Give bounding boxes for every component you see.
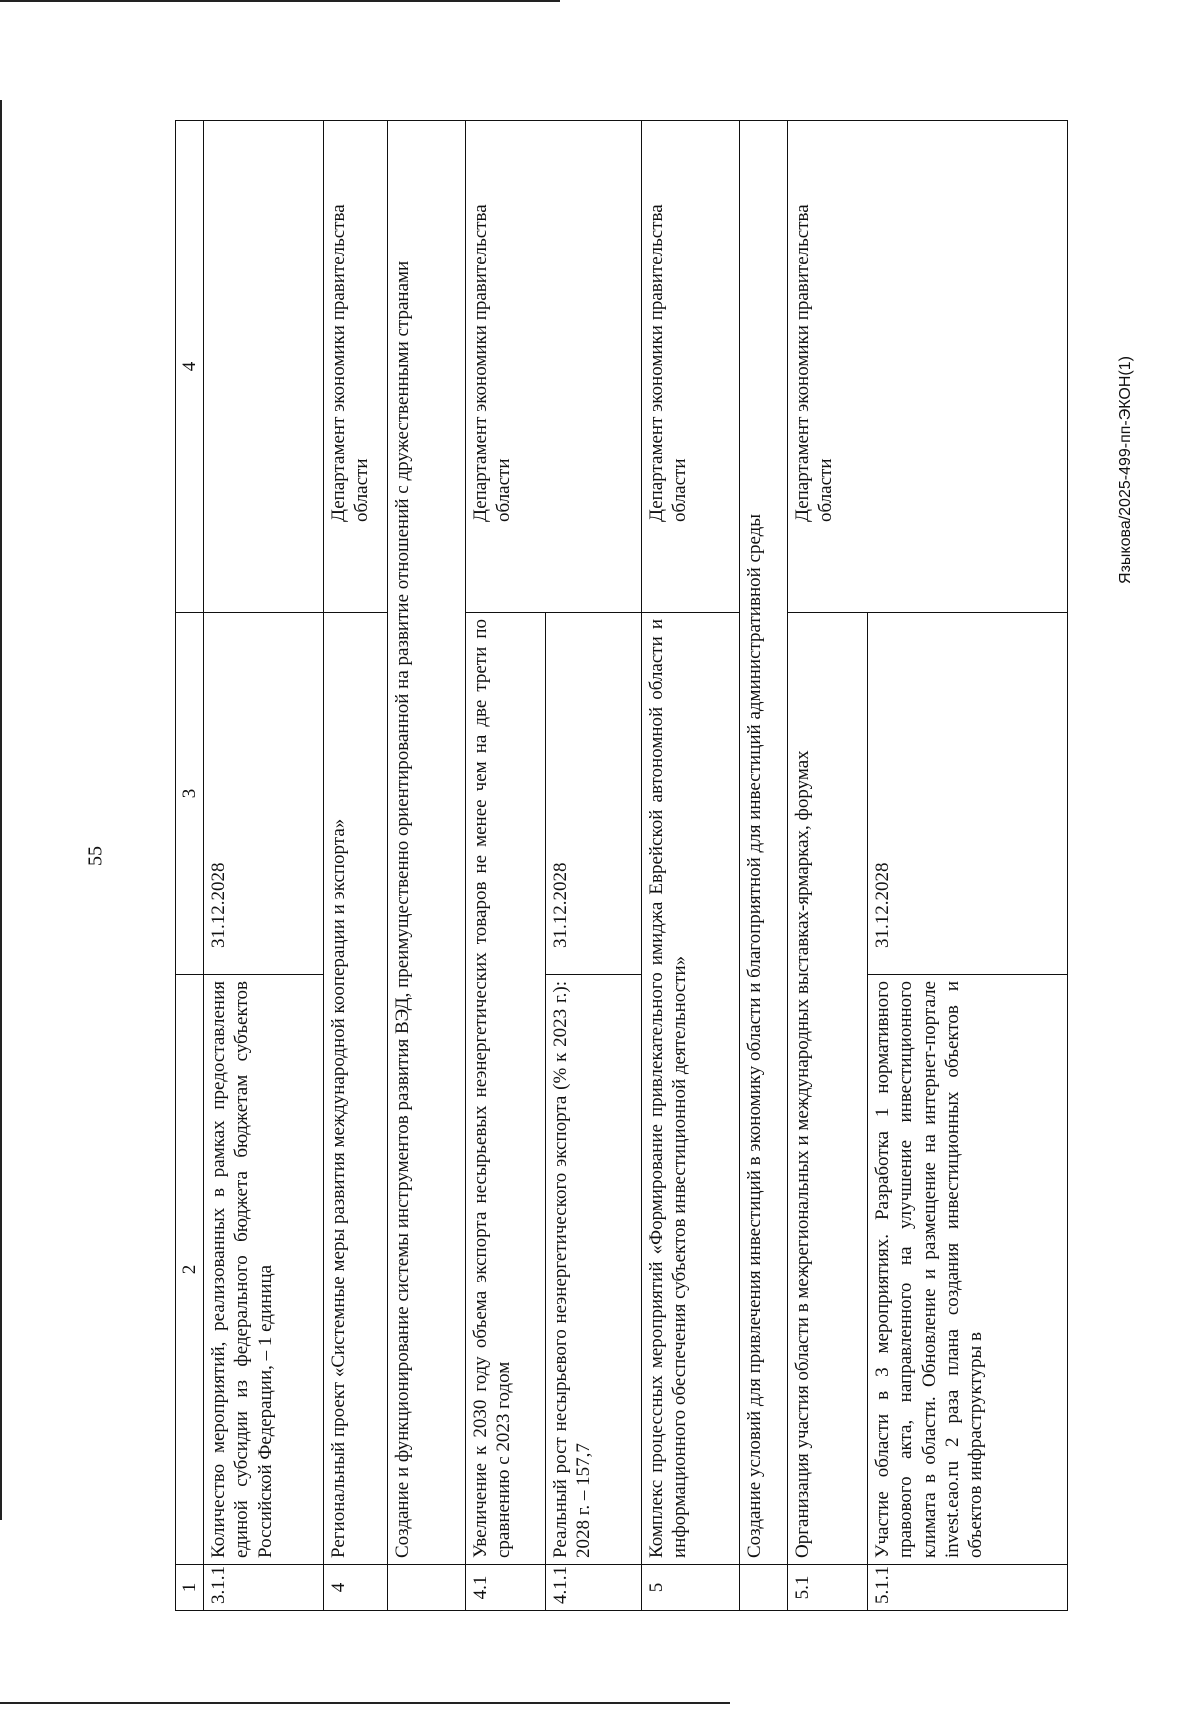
row-text: Создание условий для привлечения инвестиций в экономику области и благоприятной для инвестиций административной среды — [740, 121, 788, 1565]
rotated-table — [175, 121, 1066, 1611]
row-text: Реальный рост несырьевого неэнергетического экспорта (% к 2023 г.): 2028 г. – 157,7 — [546, 975, 642, 1565]
table-row — [788, 121, 868, 1611]
header-cell: 1 — [176, 1565, 204, 1611]
row-number: 3.1.1 — [204, 1565, 324, 1611]
row-text: Увеличение к 2030 году объема экспорта несырьевых неэнергетических товаров не менее чем на две трети по сравнению с 2023 годом — [466, 613, 546, 1565]
row-number: 5.1.1 — [868, 1565, 1068, 1611]
row-number — [740, 1565, 788, 1611]
row-department — [204, 121, 324, 613]
table-row — [324, 121, 388, 1611]
row-text: Создание и функционирование системы инструментов развития ВЭД, преимущественно ориентированной на развитие отношений с дружественными странами — [388, 121, 466, 1565]
row-number: 5.1 — [788, 1565, 868, 1611]
row-text: Организация участия области в межрегиональных и международных выставках-ярмарках, форумах — [788, 613, 868, 1565]
row-text: Региональный проект «Системные меры развития международной кооперации и экспорта» — [324, 613, 388, 1565]
table-row — [466, 121, 546, 1611]
header-cell: 2 — [176, 975, 204, 1565]
row-department: Департамент экономики правительства области — [788, 121, 1068, 613]
table-row — [388, 121, 466, 1611]
row-text: Комплекс процессных мероприятий «Формирование привлекательного имиджа Еврейской автономной области и информационного обеспечения субъектов инвестиционной деятельности» — [642, 613, 740, 1565]
row-number: 5 — [642, 1565, 740, 1611]
table-row — [642, 121, 740, 1611]
scan-edge-bottom — [0, 1702, 730, 1704]
row-date: 31.12.2028 — [868, 613, 1068, 975]
header-row — [176, 121, 204, 1611]
row-number: 4 — [324, 1565, 388, 1611]
row-department: Департамент экономики правительства области — [324, 121, 388, 613]
plan-table — [175, 120, 1068, 1611]
row-date: 31.12.2028 — [546, 613, 642, 975]
table-row — [204, 121, 324, 1611]
row-department: Департамент экономики правительства области — [466, 121, 642, 613]
row-date: 31.12.2028 — [204, 613, 324, 975]
scan-edge-top — [0, 0, 560, 2]
row-number — [388, 1565, 466, 1611]
row-text: Количество мероприятий, реализованных в рамках предоставления единой субсидии из федерального бюджета бюджетам субъектов Российской Федерации, – 1 единица — [204, 975, 324, 1565]
row-number: 4.1.1 — [546, 1565, 642, 1611]
scan-edge-left — [0, 100, 2, 1520]
row-department: Департамент экономики правительства области — [642, 121, 740, 613]
table-row — [740, 121, 788, 1611]
header-cell: 3 — [176, 613, 204, 975]
row-number: 4.1 — [466, 1565, 546, 1611]
header-cell: 4 — [176, 121, 204, 613]
row-text: Участие области в 3 мероприятиях. Разработка 1 нормативного правового акта, направленного на улучшение инвестиционного климата в области. Обновление и размещение на интернет-портале invest.eao.ru 2 раза плана создания инвестиционных объектов и объектов инфраструктуры в — [868, 975, 1068, 1565]
